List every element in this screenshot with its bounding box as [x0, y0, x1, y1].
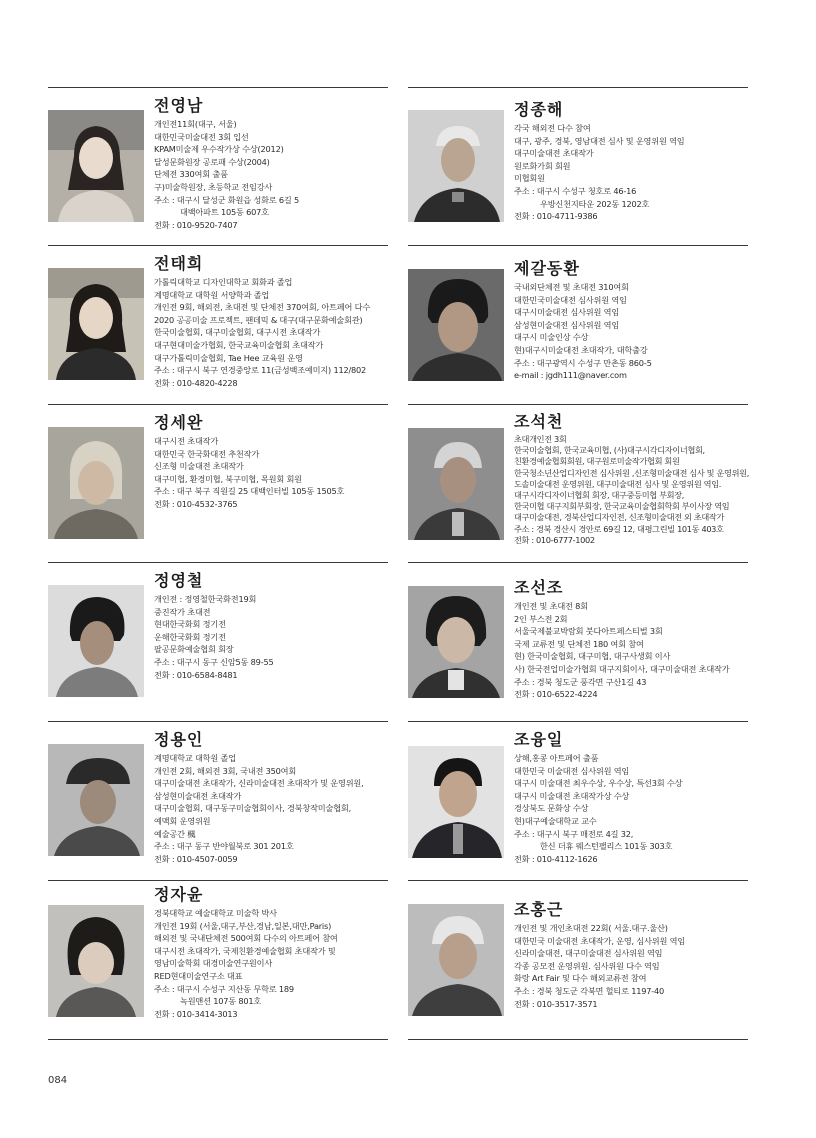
artist-details	[514, 752, 750, 865]
artist-name: 정용인	[154, 730, 204, 749]
divider	[408, 562, 748, 563]
artist-info	[154, 96, 390, 231]
detail-line: 개인전 및 초대전 8회	[514, 601, 588, 611]
portrait-silhouette-icon	[408, 586, 504, 698]
artist-info	[514, 900, 750, 1010]
detail-line: 원로화가회 회원	[514, 160, 571, 171]
detail-line: 전화 : 010-3517-3571	[514, 998, 598, 1009]
divider	[408, 404, 748, 405]
detail-line: 경북대학교 예술대학교 미술학 박사	[154, 908, 277, 918]
detail-line: 팔공문화예술협회 회장	[154, 644, 234, 655]
detail-line: 전화 : 010-4532-3765	[154, 498, 238, 509]
detail-line: 계명대학교 대학원 졸업	[154, 753, 236, 763]
artist-info	[154, 254, 390, 389]
detail-line: 한국미술협회, 한국교육미협, (사)대구시각디자이너협회,	[514, 445, 705, 456]
detail-line: 신라미술대전, 대구미술대전 심사위원 역임	[514, 948, 663, 959]
portrait-silhouette-icon	[408, 110, 504, 222]
detail-line: 삼성현미술대전 심사위원 역임	[514, 319, 620, 330]
artist-photo	[48, 110, 144, 222]
portrait-silhouette-icon	[48, 585, 144, 697]
detail-line: 국제 교류전 및 단체전 180 여회 참여	[514, 638, 644, 649]
artist-photo	[408, 746, 504, 858]
detail-line: 대한민국 미술대전 심사위원 역임	[514, 765, 630, 776]
detail-line: 대구시각디자이너협회 회장, 대구중등미협 부회장,	[514, 490, 685, 501]
detail-line: 우방신천지타운 202동 1202호	[540, 198, 650, 209]
artist-photo	[48, 427, 144, 539]
detail-line: 대구, 광주, 경북, 영남대전 심사 및 운영위원 역임	[514, 135, 685, 146]
artist-info	[514, 100, 750, 223]
portrait-silhouette-icon	[408, 428, 504, 540]
artist-photo	[408, 586, 504, 698]
detail-line: 한국미협 대구지회부회장, 한국교육미술협회학회 부이사장 역임	[514, 501, 730, 512]
artist-name: 전태희	[154, 254, 204, 273]
detail-line: 대구미술대전 초대작가, 신라미술대전 초대작가 및 운영위원,	[154, 778, 364, 789]
portrait-silhouette-icon	[48, 110, 144, 222]
detail-line: 주소 : 대구시 북구 연경중앙로 11(금성백조예미지) 112/802	[154, 365, 367, 376]
detail-line: 대한민국 미술대전 초대작가, 운영, 심사위원 역임	[514, 935, 686, 946]
detail-line: 영남미술학회 대경미술연구원이사	[154, 958, 273, 969]
detail-line: 대구시전 초대작가	[154, 436, 219, 446]
detail-line: 주소 : 경북 청도군 각북면 헐티로 1197-40	[514, 985, 665, 996]
detail-line: 대구시전 초대작가, 국제친환경예술협회 초대작가 및	[154, 945, 336, 956]
detail-line: 중진작가 초대전	[154, 606, 211, 617]
detail-line: RED현대미술연구소 대표	[154, 970, 243, 981]
detail-line: 각국 해외전 다수 참여	[514, 123, 591, 133]
artist-details	[154, 276, 390, 389]
detail-line: 주소 : 경북 청도군 풍각면 구산1길 43	[514, 676, 647, 687]
artist-info	[154, 885, 390, 1020]
portrait-silhouette-icon	[48, 744, 144, 856]
detail-line: 구)미술학원장, 초등학교 전임강사	[154, 181, 273, 192]
detail-line: 대한민국 한국화대전 추천작가	[154, 448, 260, 459]
artist-photo	[48, 268, 144, 380]
detail-line: 개인전 2회, 해외전 3회, 국내전 350여회	[154, 765, 297, 776]
artist-details	[154, 118, 390, 231]
detail-line: 국내외단체전 및 초대전 310여회	[514, 282, 629, 292]
divider	[408, 880, 748, 881]
detail-line: 대구시 미술인상 수상	[514, 332, 589, 343]
artist-name: 조홍근	[514, 900, 564, 919]
detail-line: 주소 : 대구 북구 직원길 25 대백인터빌 105동 1505호	[154, 486, 345, 497]
detail-line: 전화 : 010-3414-3013	[154, 1008, 238, 1019]
detail-line: 상해,홍콩 아트페어 출품	[514, 753, 599, 763]
artist-info	[154, 571, 390, 681]
artist-details	[514, 281, 750, 382]
artist-info	[514, 578, 750, 701]
detail-line: 개인전 19회 (서울,대구,부산,경남,일본,대만,Paris)	[154, 920, 332, 931]
detail-line: 주소 : 대구시 북구 매전로 4길 32,	[514, 828, 634, 839]
detail-line: 주소 : 대구시 동구 신암5동 89-55	[154, 656, 274, 667]
detail-line: 전화 : 010-6584-8481	[154, 669, 238, 680]
artist-name: 조융일	[514, 730, 564, 749]
detail-line: 개인전 및 개인초대전 22회( 서울.대구.울산)	[514, 923, 668, 933]
artist-info	[154, 413, 390, 511]
artist-name: 정세완	[154, 413, 204, 432]
portrait-silhouette-icon	[408, 269, 504, 381]
artist-details	[154, 907, 390, 1020]
portrait-silhouette-icon	[408, 904, 504, 1016]
detail-line: 가톨릭대학교 디자인대학교 회화과 졸업	[154, 277, 293, 287]
portrait-silhouette-icon	[48, 905, 144, 1017]
artist-info	[514, 412, 750, 546]
portrait-silhouette-icon	[48, 268, 144, 380]
detail-line: 전화 : 010-4820-4228	[154, 377, 238, 388]
divider	[48, 1039, 388, 1040]
detail-line: 전화 : 010-6522-4224	[514, 689, 598, 700]
divider	[48, 404, 388, 405]
artist-details	[154, 435, 390, 511]
divider	[408, 87, 748, 88]
detail-line: 대백아파트 105동 607호	[180, 207, 269, 218]
divider	[48, 87, 388, 88]
detail-line: 단체전 330여회 출품	[154, 169, 228, 180]
detail-line: 계명대학교 대학원 서양학과 졸업	[154, 289, 270, 300]
detail-line: 대구시 미술대전 최우수상, 우수상, 특선3회 수상	[514, 778, 683, 789]
detail-line: 현대한국화회 정기전	[154, 619, 226, 630]
divider	[48, 880, 388, 881]
divider	[408, 245, 748, 246]
artist-info	[514, 730, 750, 865]
artist-info	[514, 259, 750, 382]
artist-photo	[408, 904, 504, 1016]
artist-name: 정자윤	[154, 885, 204, 904]
detail-line: 녹원맨션 107동 801호	[180, 996, 262, 1007]
page-number: 084	[48, 1075, 68, 1086]
detail-line: 대구시미술대전 심사위원 역임	[514, 307, 620, 318]
detail-line: 주소 : 대구 동구 반야월북로 301 201호	[154, 841, 294, 852]
detail-line: 대구미협, 환경미협, 북구미협, 목원회 회원	[154, 473, 302, 484]
detail-line: 전화 : 010-4112-1626	[514, 853, 598, 864]
detail-line: 각종 공모전 운영위원. 심사위원 다수 역임	[514, 960, 660, 971]
detail-line: 사) 한국전업미술가협회 대구지회이사, 대구미술대전 초대작가	[514, 663, 730, 674]
artist-name: 정영철	[154, 571, 204, 590]
artist-photo	[408, 428, 504, 540]
detail-line: 개인전 : 정영철한국화전19회	[154, 594, 257, 604]
detail-line: 초대개인전 3회	[514, 434, 567, 444]
detail-line: 운해한국화회 정기전	[154, 631, 226, 642]
detail-line: 신조형 미술대전 초대작가	[154, 461, 244, 472]
detail-line: 전화 : 010-9520-7407	[154, 219, 238, 230]
detail-line: 대구미술협회, 대구동구미술협회이사, 경북창작미술협회,	[154, 803, 352, 814]
detail-line: 경상북도 문화상 수상	[514, 803, 589, 814]
artist-details	[514, 434, 750, 546]
divider	[408, 721, 748, 722]
divider	[48, 562, 388, 563]
artist-photo	[408, 269, 504, 381]
detail-line: 한국미술협회, 대구미술협회, 대구시전 초대작가	[154, 327, 321, 338]
detail-line: 대한민국미술대전 3회 입선	[154, 131, 249, 142]
detail-line: 2인 부스전 2회	[514, 613, 568, 624]
artist-details	[514, 600, 750, 701]
detail-line: 삼성현미술대전 초대작가	[154, 790, 242, 801]
detail-line: 대구미술대전 초대작가	[514, 148, 594, 159]
detail-line: 달성문화원장 공로패 수상(2004)	[154, 156, 270, 167]
detail-line: 전화 : 010-4507-0059	[154, 853, 238, 864]
detail-line: KPAM미술제 우수작가상 수상(2012)	[154, 144, 284, 155]
divider	[48, 721, 388, 722]
detail-line: 대구시 미술대전 초대작가상 수상	[514, 790, 630, 801]
detail-line: 서울국제불교박람회 붓다아트페스티벌 3회	[514, 626, 663, 637]
artist-name: 제갈동환	[514, 259, 580, 278]
artist-details	[514, 922, 750, 1010]
divider	[48, 245, 388, 246]
detail-line: 예술공간 楓	[154, 828, 196, 839]
detail-line: 개인전11회(대구, 서울)	[154, 119, 237, 129]
detail-line: 대구미술대전, 경북산업디자인전, 신조형미술대전 외 초대작가	[514, 512, 725, 523]
detail-line: 주소 : 대구시 달성군 화원읍 성화로 6길 5	[154, 194, 300, 205]
detail-line: 예맥회 운영위원	[154, 815, 211, 826]
detail-line: 현) 한국미술협회, 대구미협, 대구사생회 이사	[514, 651, 671, 662]
detail-line: 화랑 Art Fair 및 다수 해외교류전 참여	[514, 973, 647, 984]
detail-line: 한국청소년산업디자인전 심사위원 ,신조형미술대전 심사 및 운영위원,	[514, 467, 749, 478]
artist-details	[514, 122, 750, 223]
artist-details	[154, 593, 390, 681]
detail-line: 현)대구시미술대전 초대작가, 대학출강	[514, 344, 648, 355]
artist-name: 정종해	[514, 100, 564, 119]
detail-line: 주소 : 대구광역시 수성구 만촌동 860-5	[514, 357, 652, 368]
artist-details	[154, 752, 390, 865]
detail-line: 전화 : 010-4711-9386	[514, 211, 598, 222]
detail-line: 주소 : 경북 경산시 경안로 69길 12, 대평그린빌 101동 403호	[514, 523, 724, 534]
divider	[408, 1039, 748, 1040]
detail-line: 개인전 9회, 해외전, 초대전 및 단체전 370여회, 아트페어 다수	[154, 302, 371, 313]
artist-photo	[48, 905, 144, 1017]
detail-line: 현)대구예술대학교 교수	[514, 815, 597, 826]
artist-photo	[408, 110, 504, 222]
detail-line: e-mail : jgdh111@naver.com	[514, 370, 627, 381]
artist-name: 전영남	[154, 96, 204, 115]
detail-line: 미협회원	[514, 173, 545, 184]
artist-photo	[48, 744, 144, 856]
portrait-silhouette-icon	[408, 746, 504, 858]
detail-line: 전화 : 010-6777-1002	[514, 534, 595, 545]
detail-line: 한신 더휴 웨스턴팰리스 101동 303호	[540, 841, 673, 852]
artist-photo	[48, 585, 144, 697]
artist-name: 조선조	[514, 578, 564, 597]
detail-line: 대한민국미술대전 심사위원 역임	[514, 294, 627, 305]
detail-line: 친환경예술협회회원, 대구원로미술작가협회 회원	[514, 456, 680, 467]
detail-line: 대구현대미술가협회, 한국교육미술협회 초대작가	[154, 339, 324, 350]
portrait-silhouette-icon	[48, 427, 144, 539]
artist-info	[154, 730, 390, 865]
detail-line: 도솔미술대전 운영위원, 대구미술대전 심사 및 운영위원 역임.	[514, 478, 721, 489]
detail-line: 대구가톨릭미술협회, Tae Hee 교육원 운영	[154, 352, 303, 363]
detail-line: 2020 공공미술 프로젝트, 팬데믹 & 대구(대구문화예술회관)	[154, 314, 363, 325]
detail-line: 주소 : 대구시 수성구 청호로 46-16	[514, 185, 637, 196]
artist-name: 조석천	[514, 412, 564, 431]
detail-line: 해외전 및 국내단체전 500여회 다수의 아트페어 참여	[154, 933, 338, 944]
detail-line: 주소 : 대구시 수성구 지산동 무학로 189	[154, 983, 294, 994]
